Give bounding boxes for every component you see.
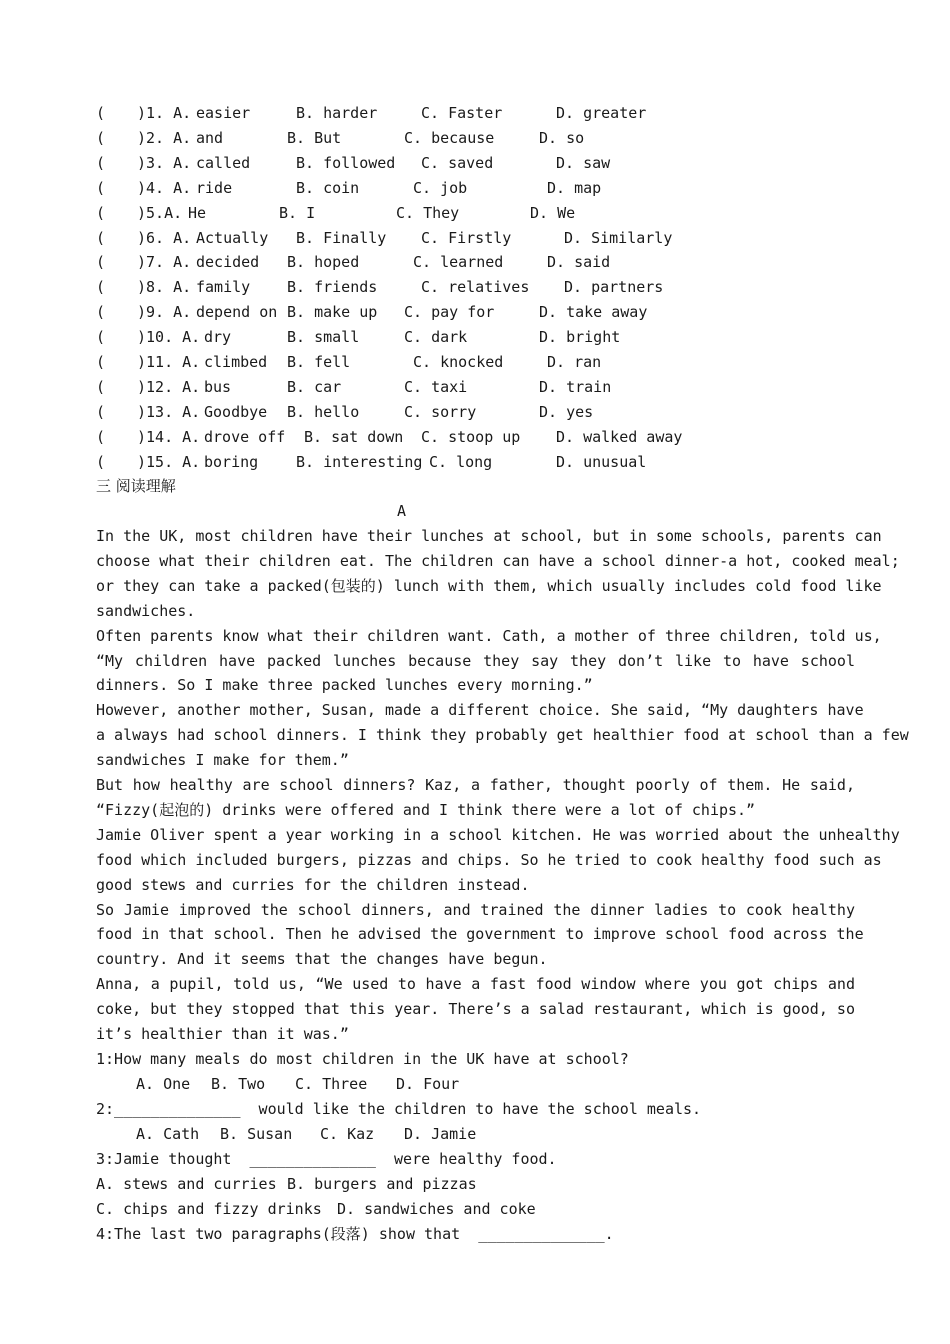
- passage-title: A: [397, 502, 407, 520]
- option-d[interactable]: D. Similarly: [564, 228, 673, 247]
- answer-blank-paren[interactable]: (: [96, 153, 106, 172]
- cloze-question-row: [0, 402, 950, 422]
- passage-line: food which included burgers, pizzas and chips. So he tried to cook healthy food such as: [96, 850, 882, 869]
- option-d[interactable]: D. unusual: [556, 452, 647, 471]
- question-4-stem: 4:The last two paragraphs(段落) show that ______________.: [96, 1225, 614, 1243]
- question-3-options-row-2: [0, 1199, 950, 1219]
- answer-blank-paren[interactable]: (: [96, 452, 106, 471]
- option-d[interactable]: D. Four: [396, 1075, 460, 1093]
- section-heading: 三 阅读理解: [96, 477, 176, 495]
- option-b[interactable]: B. Two: [211, 1075, 266, 1093]
- answer-blank-paren[interactable]: (: [96, 377, 106, 396]
- option-b[interactable]: B. burgers and pizzas: [287, 1175, 477, 1193]
- answer-blank-paren[interactable]: (: [96, 104, 106, 122]
- option-c[interactable]: C. stoop up: [421, 427, 521, 446]
- cloze-question-row: [0, 228, 950, 248]
- question-number: )11. A.: [137, 353, 201, 371]
- question-number: )3. A.: [137, 153, 192, 172]
- answer-blank-paren[interactable]: (: [96, 253, 106, 272]
- option-d[interactable]: D. Jamie: [404, 1125, 477, 1143]
- passage-line: sandwiches I make for them.”: [96, 751, 349, 770]
- option-b[interactable]: B. car: [287, 377, 342, 396]
- question-1-options: [0, 1074, 950, 1094]
- option-c[interactable]: C. Firstly: [421, 228, 512, 247]
- passage-line: However, another mother, Susan, made a different choice. She said, “My daughters have: [96, 701, 864, 720]
- cloze-question-row: [0, 352, 950, 372]
- cloze-question-row: [0, 277, 950, 297]
- option-b[interactable]: B. interesting: [296, 452, 423, 471]
- passage-line: Often parents know what their children want. Cath, a mother of three children, told us,: [96, 626, 882, 645]
- option-a[interactable]: and: [196, 128, 224, 147]
- passage-line: Jamie Oliver spent a year working in a school kitchen. He was worried about the unhealthy: [96, 825, 900, 844]
- option-a[interactable]: He: [188, 203, 207, 222]
- option-a[interactable]: Actually: [196, 228, 269, 247]
- passage-line: But how healthy are school dinners? Kaz, a father, thought poorly of them. He said,: [96, 776, 855, 794]
- option-d[interactable]: D. sandwiches and coke: [337, 1200, 536, 1218]
- option-b[interactable]: B. small: [287, 328, 360, 347]
- question-number: )10. A.: [137, 328, 201, 347]
- answer-blank-paren[interactable]: (: [96, 178, 106, 197]
- option-d[interactable]: D. greater: [556, 104, 647, 122]
- option-d[interactable]: D. We: [530, 203, 576, 222]
- option-d[interactable]: D. yes: [539, 402, 594, 421]
- question-number: )6. A.: [137, 228, 192, 247]
- option-d[interactable]: D. take away: [539, 303, 648, 322]
- option-a[interactable]: Goodbye: [204, 402, 268, 421]
- option-a[interactable]: easier: [196, 104, 251, 122]
- question-number: )14. A.: [137, 427, 201, 446]
- passage-line: “My children have packed lunches because they say they don’t like to have school: [96, 651, 855, 670]
- option-c[interactable]: C. learned: [413, 253, 504, 272]
- option-c[interactable]: C. Kaz: [320, 1125, 375, 1143]
- option-c[interactable]: C. pay for: [404, 303, 495, 322]
- question-3-options-row-1: [0, 1174, 950, 1194]
- passage-line: sandwiches.: [96, 601, 196, 620]
- option-d[interactable]: D. walked away: [556, 427, 683, 446]
- option-b[interactable]: B. Susan: [220, 1125, 293, 1143]
- option-c[interactable]: C. because: [404, 128, 495, 147]
- passage-line: food in that school. Then he advised the government to improve school food across the: [96, 925, 864, 944]
- option-b[interactable]: B. coin: [296, 178, 360, 197]
- passage-line: choose what their children eat. The children can have a school dinner-a hot, cooked meal;: [96, 551, 900, 570]
- option-b[interactable]: B. make up: [287, 303, 378, 322]
- option-b[interactable]: B. hoped: [287, 253, 360, 272]
- question-number: )2. A.: [137, 128, 192, 147]
- option-a[interactable]: family: [196, 278, 251, 297]
- question-number: )15. A.: [137, 452, 201, 471]
- question-3-stem: 3:Jamie thought ______________ were healthy food.: [96, 1150, 557, 1168]
- cloze-question-row: [0, 302, 950, 322]
- question-2-stem: 2:______________ would like the children to have the school meals.: [96, 1100, 702, 1118]
- option-d[interactable]: D. saw: [556, 153, 611, 172]
- option-d[interactable]: D. partners: [564, 278, 664, 297]
- question-number: )5.A.: [137, 203, 183, 222]
- passage-line: dinners. So I make three packed lunches every morning.”: [96, 676, 593, 695]
- answer-blank-paren[interactable]: (: [96, 278, 106, 297]
- passage-line: Anna, a pupil, told us, “We used to have a fast food window where you got chips and: [96, 975, 855, 994]
- cloze-question-row: [0, 327, 950, 347]
- option-c[interactable]: C. long: [429, 452, 493, 471]
- cloze-question-row: [0, 427, 950, 447]
- option-b[interactable]: B. harder: [296, 104, 378, 122]
- option-a[interactable]: bus: [204, 377, 232, 396]
- answer-blank-paren[interactable]: (: [96, 128, 106, 147]
- option-d[interactable]: D. so: [539, 128, 585, 147]
- option-a[interactable]: A. One: [136, 1075, 191, 1093]
- option-c[interactable]: C. taxi: [404, 377, 468, 396]
- option-d[interactable]: D. said: [547, 253, 611, 272]
- option-c[interactable]: C. Faster: [421, 104, 503, 122]
- option-c[interactable]: C. job: [413, 178, 468, 197]
- option-a[interactable]: ride: [196, 178, 233, 197]
- question-number: )1. A.: [137, 104, 192, 122]
- option-c[interactable]: C. dark: [404, 328, 468, 347]
- option-c[interactable]: C. saved: [421, 153, 494, 172]
- question-number: )8. A.: [137, 278, 192, 297]
- option-a[interactable]: depend on: [196, 303, 278, 322]
- option-c[interactable]: C. relatives: [421, 278, 530, 297]
- option-c[interactable]: C. Three: [295, 1075, 368, 1093]
- option-b[interactable]: B. friends: [287, 278, 378, 297]
- option-b[interactable]: B. followed: [296, 153, 396, 172]
- option-a[interactable]: decided: [196, 253, 260, 272]
- option-b[interactable]: B. Finally: [296, 228, 387, 247]
- cloze-question-row: [0, 203, 950, 223]
- answer-blank-paren[interactable]: (: [96, 353, 106, 371]
- option-c[interactable]: C. sorry: [404, 402, 477, 421]
- passage-line: In the UK, most children have their lunches at school, but in some schools, parents can: [96, 527, 882, 545]
- passage-line: or they can take a packed(包装的) lunch with them, which usually includes cold food like: [96, 576, 882, 595]
- passage-line: “Fizzy(起泡的) drinks were offered and I think there were a lot of chips.”: [96, 800, 756, 819]
- option-a[interactable]: drove off: [204, 427, 286, 446]
- option-a[interactable]: A. Cath: [136, 1125, 200, 1143]
- question-number: )9. A.: [137, 303, 192, 322]
- question-number: )13. A.: [137, 402, 201, 421]
- answer-blank-paren[interactable]: (: [96, 228, 106, 247]
- cloze-question-row: [0, 103, 950, 123]
- passage-line: So Jamie improved the school dinners, and trained the dinner ladies to cook healthy: [96, 900, 855, 919]
- option-d[interactable]: D. ran: [547, 353, 602, 371]
- option-c[interactable]: C. They: [396, 203, 460, 222]
- option-b[interactable]: B. sat down: [304, 427, 404, 446]
- passage-line: it’s healthier than it was.”: [96, 1025, 349, 1043]
- option-a[interactable]: climbed: [204, 353, 268, 371]
- question-number: )7. A.: [137, 253, 192, 272]
- cloze-question-row: [0, 377, 950, 397]
- passage-line: coke, but they stopped that this year. There’s a salad restaurant, which is good, so: [96, 1000, 855, 1019]
- question-number: )4. A.: [137, 178, 192, 197]
- passage-line: a always had school dinners. I think they probably get healthier food at school than a few: [96, 726, 909, 745]
- answer-blank-paren[interactable]: (: [96, 427, 106, 446]
- question-number: )12. A.: [137, 377, 201, 396]
- question-2-options: [0, 1124, 950, 1144]
- answer-blank-paren[interactable]: (: [96, 402, 106, 421]
- option-c[interactable]: C. chips and fizzy drinks: [96, 1200, 322, 1218]
- option-b[interactable]: B. I: [279, 203, 316, 222]
- passage-line: good stews and curries for the children instead.: [96, 875, 530, 894]
- option-d[interactable]: D. map: [547, 178, 602, 197]
- option-a[interactable]: boring: [204, 452, 259, 471]
- cloze-question-row: [0, 178, 950, 198]
- option-b[interactable]: B. hello: [287, 402, 360, 421]
- option-b[interactable]: B. But: [287, 128, 342, 147]
- cloze-question-row: [0, 128, 950, 148]
- option-a[interactable]: called: [196, 153, 251, 172]
- answer-blank-paren[interactable]: (: [96, 328, 106, 347]
- option-a[interactable]: A. stews and curries: [96, 1175, 277, 1193]
- cloze-question-row: [0, 153, 950, 173]
- answer-blank-paren[interactable]: (: [96, 303, 106, 322]
- passage-line: country. And it seems that the changes have begun.: [96, 950, 548, 969]
- question-1-stem: 1:How many meals do most children in the UK have at school?: [96, 1050, 629, 1068]
- cloze-question-row: [0, 452, 950, 472]
- answer-blank-paren[interactable]: (: [96, 203, 106, 222]
- option-c[interactable]: C. knocked: [413, 353, 504, 371]
- option-d[interactable]: D. bright: [539, 328, 621, 347]
- cloze-question-row: [0, 252, 950, 272]
- option-d[interactable]: D. train: [539, 377, 612, 396]
- option-b[interactable]: B. fell: [287, 353, 351, 371]
- option-a[interactable]: dry: [204, 328, 232, 347]
